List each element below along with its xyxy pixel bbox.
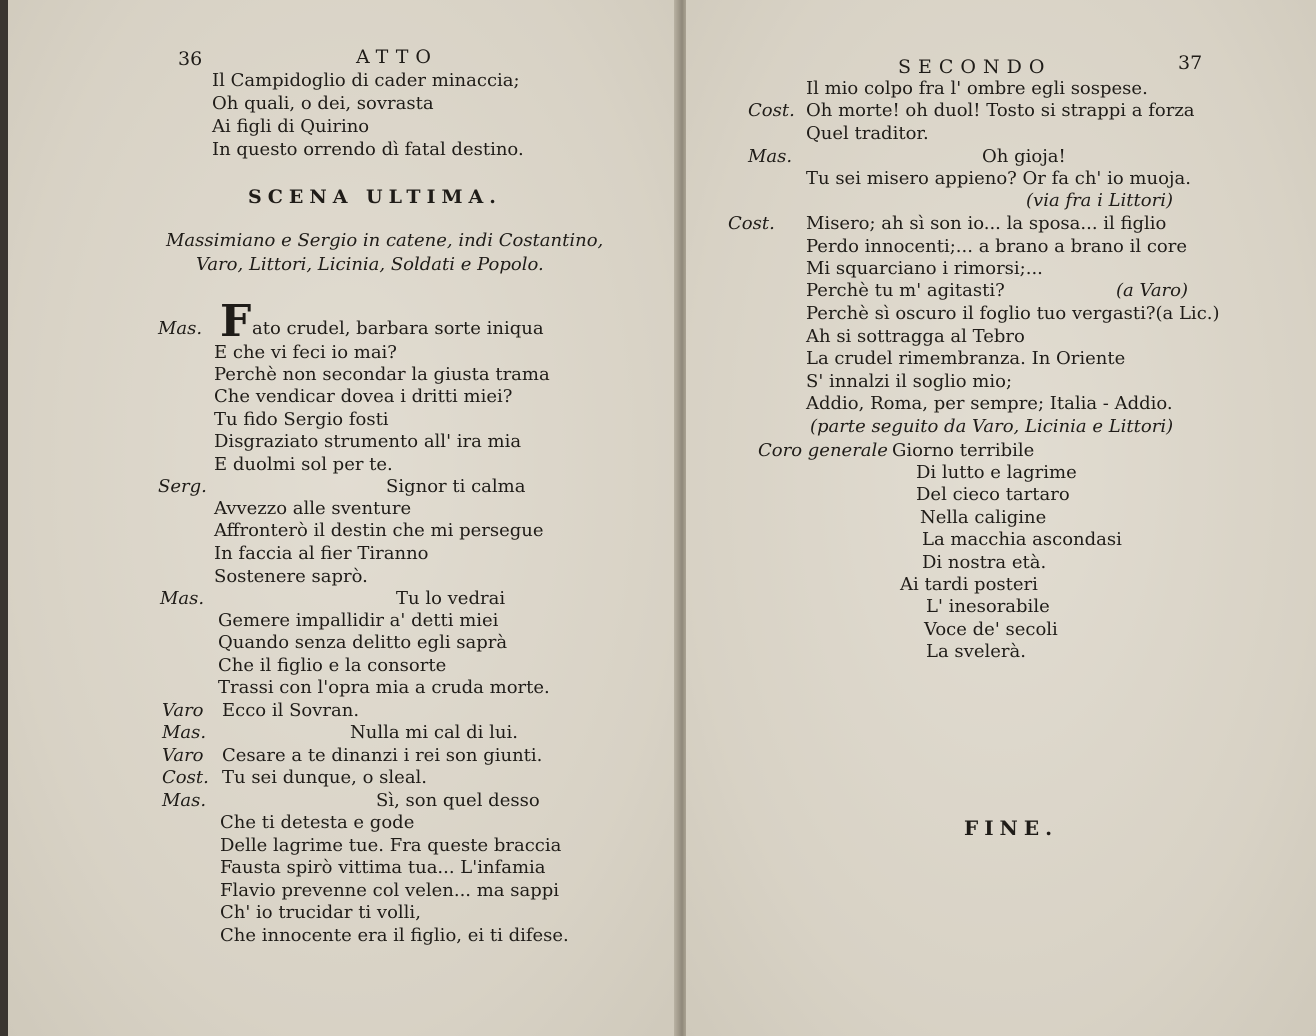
- verse-line: Avvezzo alle sventure: [214, 498, 412, 519]
- cast-list: Varo, Littori, Licinia, Soldati e Popolo.: [196, 254, 544, 275]
- verse-line: Perchè non secondar la giusta trama: [214, 364, 550, 385]
- verse-line: Tu lo vedrai: [396, 588, 506, 609]
- verse-line: Ai tardi posteri: [900, 574, 1038, 595]
- stage-direction: (via fra i Littori): [1026, 190, 1173, 211]
- verse-line: Fausta spirò vittima tua... L'infamia: [220, 857, 546, 878]
- verse-line: Quando senza delitto egli saprà: [218, 632, 508, 653]
- verse-line: Addio, Roma, per sempre; Italia - Addio.: [806, 393, 1173, 414]
- verse-line: Perchè sì oscuro il foglio tuo vergasti?(a Lic.): [806, 303, 1220, 324]
- verse-line: Il Campidoglio di cader minaccia;: [212, 70, 520, 91]
- verse-line: Misero; ah sì son io... la sposa... il figlio: [806, 213, 1167, 234]
- verse-line: Di nostra età.: [922, 552, 1047, 573]
- verse-line: Tu fido Sergio fosti: [214, 409, 389, 430]
- speaker-label: Cost.: [728, 213, 775, 234]
- speaker-label: Serg.: [158, 476, 207, 497]
- speaker-label: Mas.: [158, 318, 203, 339]
- verse-line: Nella caligine: [920, 507, 1047, 528]
- verse-line: Oh gioja!: [982, 146, 1066, 167]
- verse-line: La crudel rimembranza. In Oriente: [806, 348, 1126, 369]
- drop-cap: F: [220, 296, 252, 347]
- speaker-label: Varo: [162, 700, 204, 721]
- verse-line: Che innocente era il figlio, ei ti difese.: [220, 925, 569, 946]
- stage-direction: (a Varo): [1116, 280, 1189, 301]
- speaker-label: Mas.: [162, 722, 207, 743]
- verse-line: Signor ti calma: [386, 476, 526, 497]
- verse-line: Del cieco tartaro: [916, 484, 1070, 505]
- verse-line: Giorno terribile: [892, 440, 1035, 461]
- running-head: SECONDO: [898, 56, 1052, 78]
- verse-line: Flavio prevenne col velen... ma sappi: [220, 880, 560, 901]
- verse-line: Disgraziato strumento all' ira mia: [214, 431, 522, 452]
- verse-line: Il mio colpo fra l' ombre egli sospese.: [806, 78, 1148, 99]
- verse-line: Di lutto e lagrime: [916, 462, 1077, 483]
- verse-line: Che il figlio e la consorte: [218, 655, 447, 676]
- verse-line: In questo orrendo dì fatal destino.: [212, 139, 524, 160]
- verse-line: Trassi con l'opra mia a cruda morte.: [218, 677, 550, 698]
- verse-line: ato crudel, barbara sorte iniqua: [252, 318, 544, 339]
- speaker-label: Mas.: [748, 146, 793, 167]
- speaker-label: Coro generale: [758, 440, 888, 461]
- verse-line: Gemere impallidir a' detti miei: [218, 610, 499, 631]
- cast-list: Massimiano e Sergio in catene, indi Costantino,: [166, 230, 604, 251]
- verse-line: La macchia ascondasi: [922, 529, 1122, 550]
- running-head: ATTO: [356, 46, 438, 68]
- verse-line: Ch' io trucidar ti volli,: [220, 902, 421, 923]
- stage-direction: (parte seguito da Varo, Licinia e Littori): [810, 416, 1174, 437]
- verse-line: Oh morte! oh duol! Tosto si strappi a forza: [806, 100, 1195, 121]
- page-number: 36: [178, 48, 203, 70]
- verse-line: Delle lagrime tue. Fra queste braccia: [220, 835, 562, 856]
- speaker-label: Mas.: [162, 790, 207, 811]
- verse-line: Tu sei dunque, o sleal.: [222, 767, 428, 788]
- verse-line: Tu sei misero appieno? Or fa ch' io muoja.: [806, 168, 1191, 189]
- verse-line: Nulla mi cal di lui.: [350, 722, 518, 743]
- verse-line: S' innalzi il soglio mio;: [806, 371, 1013, 392]
- verse-line: Quel traditor.: [806, 123, 929, 144]
- verse-line: Cesare a te dinanzi i rei son giunti.: [222, 745, 543, 766]
- end-mark: FINE.: [964, 816, 1059, 840]
- verse-line: In faccia al fier Tiranno: [214, 543, 429, 564]
- page-number: 37: [1178, 52, 1203, 74]
- verse-line: Affronterò il destin che mi persegue: [214, 520, 544, 541]
- verse-line: E che vi feci io mai?: [214, 342, 397, 363]
- verse-line: E duolmi sol per te.: [214, 454, 393, 475]
- verse-line: Perchè tu m' agitasti?: [806, 280, 1005, 301]
- verse-line: Oh quali, o dei, sovrasta: [212, 93, 434, 114]
- verse-line: Sì, son quel desso: [376, 790, 540, 811]
- verse-line: La svelerà.: [926, 641, 1026, 662]
- speaker-label: Varo: [162, 745, 204, 766]
- verse-line: Che vendicar dovea i dritti miei?: [214, 386, 513, 407]
- verse-line: Perdo innocenti;... a brano a brano il core: [806, 236, 1188, 257]
- speaker-label: Cost.: [162, 767, 209, 788]
- verse-line: Mi squarciano i rimorsi;...: [806, 258, 1043, 279]
- verse-line: Ai figli di Quirino: [212, 116, 370, 137]
- verse-line: Voce de' secoli: [924, 619, 1058, 640]
- left-page: [8, 0, 680, 1036]
- scene-title: SCENA ULTIMA.: [248, 186, 502, 208]
- right-page: [686, 0, 1316, 1036]
- verse-line: Ecco il Sovran.: [222, 700, 360, 721]
- speaker-label: Cost.: [748, 100, 795, 121]
- verse-line: Ah si sottragga al Tebro: [806, 326, 1025, 347]
- verse-line: Che ti detesta e gode: [220, 812, 415, 833]
- verse-line: L' inesorabile: [926, 596, 1050, 617]
- verse-line: Sostenere saprò.: [214, 566, 368, 587]
- speaker-label: Mas.: [160, 588, 205, 609]
